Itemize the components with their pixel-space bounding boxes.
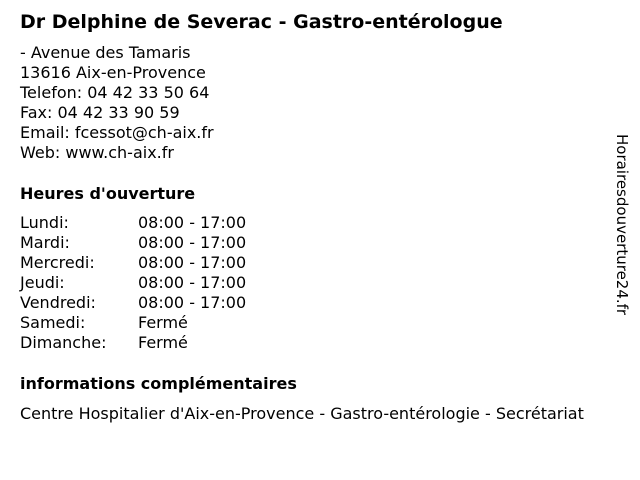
day-hours: 08:00 - 17:00 (138, 233, 247, 252)
hours-row-thursday (20, 273, 246, 293)
day-label: Mercredi: (20, 253, 95, 272)
info-text: Centre Hospitalier d'Aix-en-Provence - Gastro-entérologie - Secrétariat (20, 404, 584, 423)
web-line: Web: www.ch-aix.fr (20, 143, 174, 162)
day-label: Vendredi: (20, 293, 96, 312)
day-hours: 08:00 - 17:00 (138, 293, 247, 312)
day-label: Mardi: (20, 233, 70, 252)
page-title: Dr Delphine de Severac - Gastro-entérologue (20, 11, 503, 33)
street-line: - Avenue des Tamaris (20, 43, 191, 62)
email-line: Email: fcessot@ch-aix.fr (20, 123, 214, 142)
day-label: Dimanche: (20, 333, 107, 352)
day-hours: Fermé (138, 313, 188, 332)
day-label: Lundi: (20, 213, 69, 232)
city-line: 13616 Aix-en-Provence (20, 63, 206, 82)
address-block (20, 43, 214, 163)
day-hours: 08:00 - 17:00 (138, 213, 247, 232)
phone-line: Telefon: 04 42 33 50 64 (20, 83, 210, 102)
hours-heading: Heures d'ouverture (20, 184, 196, 203)
day-hours: 08:00 - 17:00 (138, 253, 247, 272)
hours-row-sunday (20, 333, 246, 353)
day-label: Samedi: (20, 313, 86, 332)
hours-row-friday (20, 293, 246, 313)
hours-row-monday (20, 213, 246, 233)
hours-table (20, 213, 246, 353)
hours-row-saturday (20, 313, 246, 333)
fax-line: Fax: 04 42 33 90 59 (20, 103, 180, 122)
info-heading: informations complémentaires (20, 374, 297, 393)
day-label: Jeudi: (20, 273, 65, 292)
day-hours: Fermé (138, 333, 188, 352)
site-watermark: Horairesdouverture24.fr (613, 134, 631, 316)
hours-row-wednesday (20, 253, 246, 273)
day-hours: 08:00 - 17:00 (138, 273, 247, 292)
hours-row-tuesday (20, 233, 246, 253)
